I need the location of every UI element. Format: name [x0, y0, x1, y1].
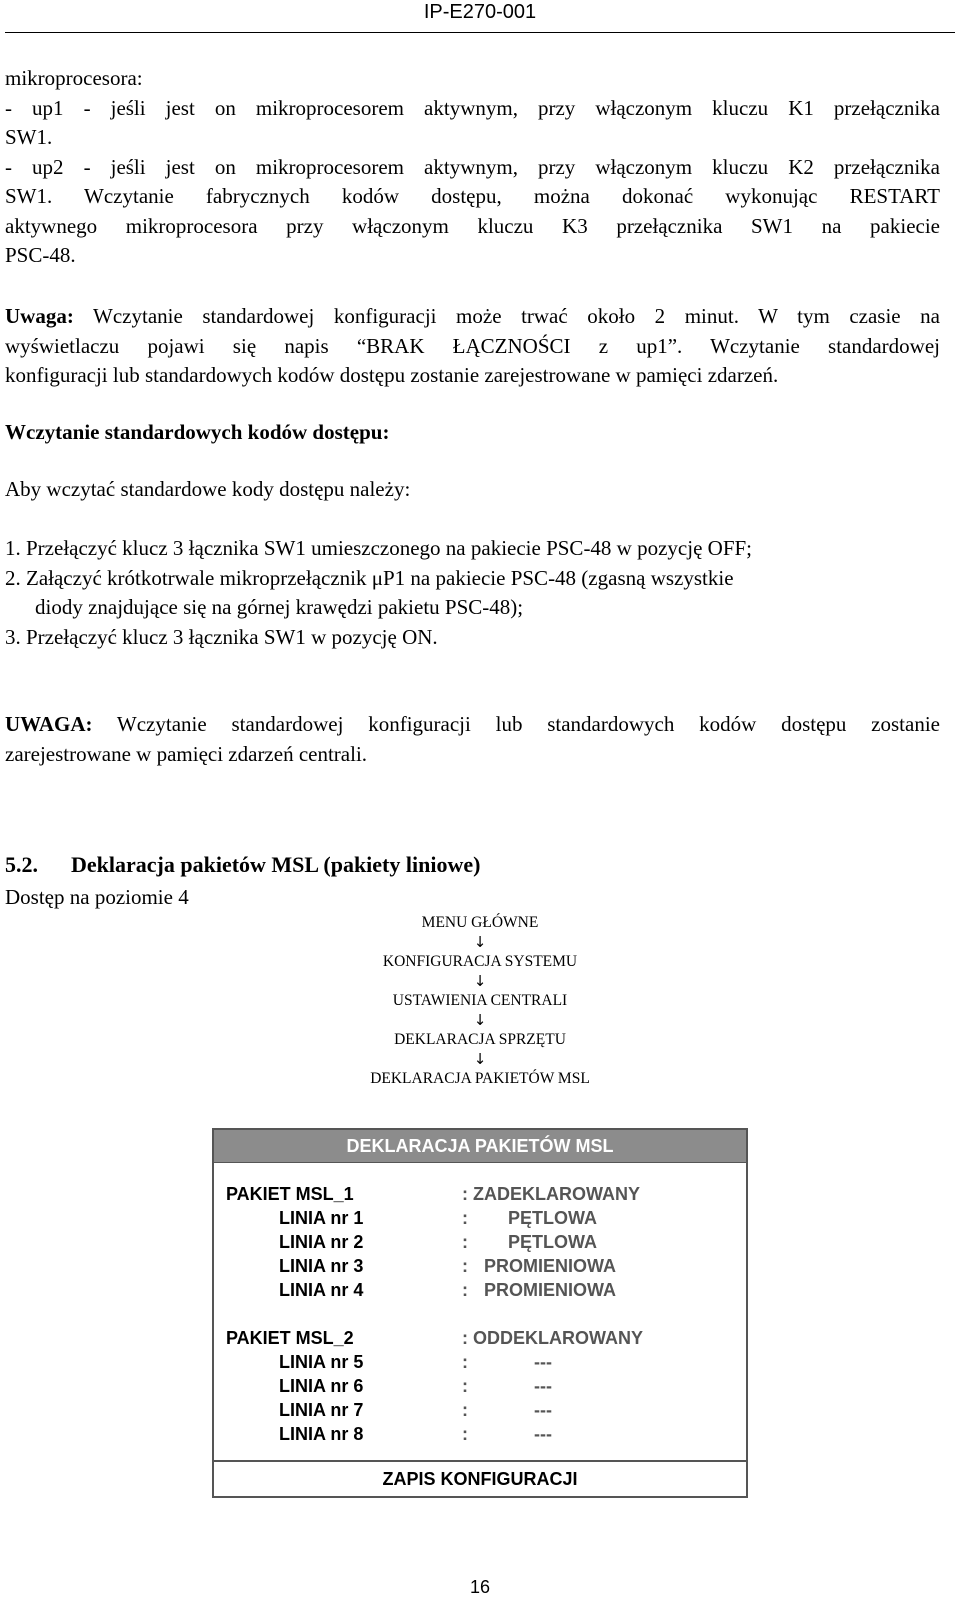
- line-label: LINIA nr 4: [279, 1280, 364, 1300]
- save-configuration-button[interactable]: ZAPIS KONFIGURACJI: [214, 1460, 746, 1496]
- line-value: PROMIENIOWA: [484, 1256, 617, 1276]
- line-colon: :: [462, 1424, 468, 1444]
- steps-list: [5, 534, 940, 652]
- note-line: wyświetlaczu pojawi się napis “BRAK ŁĄCZNOŚCI z up1”. Wczytanie standardowej: [5, 333, 940, 358]
- paragraph-line: aktywnego mikroprocesora przy włączonym kluczu K3 przełącznika SW1 na pakiecie: [5, 213, 940, 238]
- line-value: ---: [534, 1400, 552, 1420]
- line-label: LINIA nr 3: [279, 1256, 364, 1276]
- line-colon: :: [462, 1400, 468, 1420]
- arrow-down-icon: ↓: [473, 933, 487, 951]
- title-divider: [214, 1162, 746, 1163]
- package-status: : ODDEKLAROWANY: [462, 1328, 643, 1348]
- paragraph-line: SW1.: [5, 125, 53, 149]
- package-label: PAKIET MSL_1: [226, 1184, 354, 1204]
- warning-line: [5, 710, 940, 740]
- line-value: PROMIENIOWA: [484, 1280, 617, 1300]
- line-colon: :: [462, 1256, 468, 1276]
- note-text: Wczytanie standardowej konfiguracji może trwać około 2 minut. W tym czasie na: [93, 304, 940, 328]
- section-intro: Aby wczytać standardowe kody dostępu należy:: [5, 477, 411, 501]
- section-title: Deklaracja pakietów MSL (pakiety liniowe): [71, 852, 481, 877]
- line-colon: :: [462, 1280, 468, 1300]
- menu-path-item: DEKLARACJA PAKIETÓW MSL: [370, 1070, 590, 1087]
- arrow-down-icon: ↓: [473, 1011, 487, 1029]
- intro-paragraph: [5, 64, 940, 271]
- line-colon: :: [462, 1352, 468, 1372]
- note-label: Uwaga:: [5, 304, 74, 328]
- warning-text: Wczytanie standardowej konfiguracji lub standardowych kodów dostępu zostanie: [116, 712, 940, 736]
- screen-title: DEKLARACJA PAKIETÓW MSL: [214, 1130, 746, 1162]
- list-item: 1. Przełączyć klucz 3 łącznika SW1 umieszczonego na pakiecie PSC-48 w pozycję OFF;: [5, 536, 753, 560]
- section-heading-text: Wczytanie standardowych kodów dostępu:: [5, 420, 390, 444]
- list-item: 3. Przełączyć klucz 3 łącznika SW1 w pozycję ON.: [5, 624, 438, 649]
- paragraph-line: mikroprocesora:: [5, 66, 143, 90]
- line-value: PĘTLOWA: [508, 1208, 597, 1228]
- line-colon: :: [462, 1376, 468, 1396]
- line-value: ---: [534, 1352, 552, 1372]
- line-label: LINIA nr 8: [279, 1424, 364, 1444]
- arrow-down-icon: ↓: [473, 972, 487, 990]
- package-label: PAKIET MSL_2: [226, 1328, 354, 1348]
- line-colon: :: [462, 1232, 468, 1252]
- line-label: LINIA nr 5: [279, 1352, 364, 1372]
- paragraph-line: SW1. Wczytanie fabrycznych kodów dostępu, można dokonać wykonując RESTART: [5, 184, 940, 208]
- menu-path-item: USTAWIENIA CENTRALI: [392, 992, 568, 1009]
- section-heading: [5, 418, 940, 448]
- page-number: 16: [469, 1577, 491, 1597]
- line-colon: :: [462, 1208, 468, 1228]
- note-line: konfiguracji lub standardowych kodów dostępu zostanie zarejestrowane w pamięci zdarzeń.: [5, 363, 779, 387]
- section-number: 5.2.: [5, 852, 38, 877]
- list-item-continuation: diody znajdujące się na górnej krawędzi pakietu PSC-48);: [35, 595, 524, 619]
- line-value: PĘTLOWA: [508, 1232, 597, 1252]
- warning-line: zarejestrowane w pamięci zdarzeń centrali.: [5, 741, 368, 766]
- line-label: LINIA nr 6: [279, 1376, 364, 1396]
- package-status: : ZADEKLAROWANY: [462, 1184, 640, 1204]
- paragraph-line: - up2 - jeśli jest on mikroprocesorem aktywnym, przy włączonym kluczu K2 przełącznika: [5, 154, 940, 179]
- menu-path-item: DEKLARACJA SPRZĘTU: [394, 1031, 566, 1048]
- list-item: 2. Załączyć krótkotrwale mikroprzełącznik μP1 na pakiecie PSC-48 (zgasną wszystkie: [5, 565, 734, 590]
- line-value: ---: [534, 1376, 552, 1396]
- line-value: ---: [534, 1424, 552, 1444]
- menu-path: [300, 913, 660, 1089]
- menu-path-item: MENU GŁÓWNE: [421, 914, 539, 931]
- paragraph-line: - up1 - jeśli jest on mikroprocesorem aktywnym, przy włączonym kluczu K1 przełącznika: [5, 95, 940, 120]
- paragraph-line: PSC-48.: [5, 243, 76, 267]
- line-label: LINIA nr 7: [279, 1400, 364, 1420]
- note-paragraph: [5, 302, 940, 391]
- arrow-down-icon: ↓: [473, 1050, 487, 1068]
- note-line: [5, 302, 940, 332]
- access-level: Dostęp na poziomie 4: [5, 885, 189, 909]
- warning-label: UWAGA:: [5, 712, 93, 736]
- section-5-2-heading: [5, 850, 480, 880]
- document-id-header: IP-E270-001: [423, 1, 537, 23]
- warning-paragraph: [5, 710, 940, 769]
- header-rule: [5, 32, 955, 33]
- msl-declaration-screen: [212, 1128, 748, 1498]
- menu-path-item: KONFIGURACJA SYSTEMU: [382, 953, 578, 970]
- line-label: LINIA nr 1: [279, 1208, 364, 1228]
- line-label: LINIA nr 2: [279, 1232, 364, 1252]
